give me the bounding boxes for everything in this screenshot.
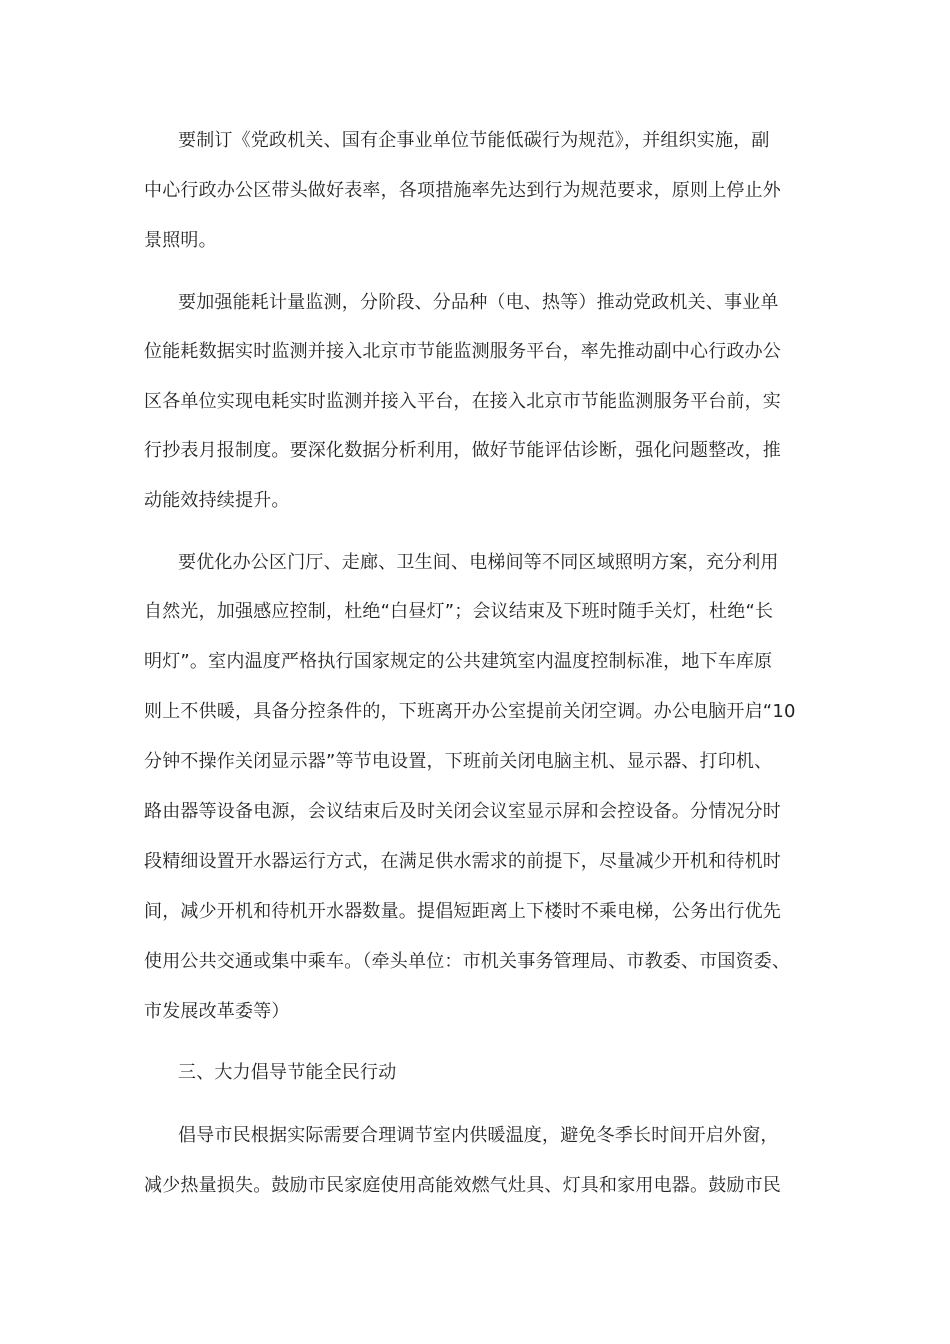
- paragraph-line: 要制订《党政机关、国有企事业单位节能低碳行为规范》，并组织实施，副: [178, 130, 770, 151]
- paragraph-line: 分钟不操作关闭显示器”等节电设置，下班前关闭电脑主机、显示器、打印机、: [144, 751, 773, 772]
- paragraph-line: 中心行政办公区带头做好表率，各项措施率先达到行为规范要求，原则上停止外: [144, 180, 781, 201]
- paragraph-line: 区各单位实现电耗实时监测并接入平台，在接入北京市节能监测服务平台前，实: [144, 391, 781, 412]
- paragraph-line: 行抄表月报制度。要深化数据分析利用，做好节能评估诊断，强化问题整改，推: [144, 440, 781, 461]
- paragraph-line: 市发展改革委等）: [144, 1001, 290, 1022]
- paragraph-line: 路由器等设备电源，会议结束后及时关闭会议室显示屏和会控设备。分情况分时: [144, 801, 781, 822]
- paragraph-line: 景照明。: [144, 230, 217, 251]
- paragraph-line: 明灯”。室内温度严格执行国家规定的公共建筑室内温度控制标准，地下车库原: [144, 651, 773, 672]
- paragraph-line: 动能效持续提升。: [144, 490, 290, 511]
- paragraph-line: 间，减少开机和待机开水器数量。提倡短距离上下楼时不乘电梯，公务出行优先: [144, 901, 781, 922]
- paragraph-line: 减少热量损失。鼓励市民家庭使用高能效燃气灶具、灯具和家用电器。鼓励市民: [144, 1175, 781, 1196]
- paragraph-line: 位能耗数据实时监测并接入北京市节能监测服务平台，率先推动副中心行政办公: [144, 341, 781, 362]
- paragraph-line: 要加强能耗计量监测，分阶段、分品种（电、热等）推动党政机关、事业单: [178, 292, 779, 313]
- paragraph-line: 段精细设置开水器运行方式，在满足供水需求的前提下，尽量减少开机和待机时: [144, 851, 781, 872]
- paragraph-line: 则上不供暖，具备分控条件的，下班离开办公室提前关闭空调。办公电脑开启“10: [144, 701, 796, 722]
- paragraph-line: 要优化办公区门厅、走廊、卫生间、电梯间等不同区域照明方案，充分利用: [178, 552, 779, 573]
- section-heading-text: 三、大力倡导节能全民行动: [178, 1062, 397, 1083]
- paragraph-line: 倡导市民根据实际需要合理调节室内供暖温度，避免冬季长时间开启外窗，: [178, 1125, 779, 1146]
- paragraph-line: 使用公共交通或集中乘车。（牵头单位：市机关事务管理局、市教委、市国资委、: [144, 951, 791, 972]
- paragraph-line: 自然光，加强感应控制，杜绝“白昼灯”；会议结束及下班时随手关灯，杜绝“长: [144, 601, 774, 622]
